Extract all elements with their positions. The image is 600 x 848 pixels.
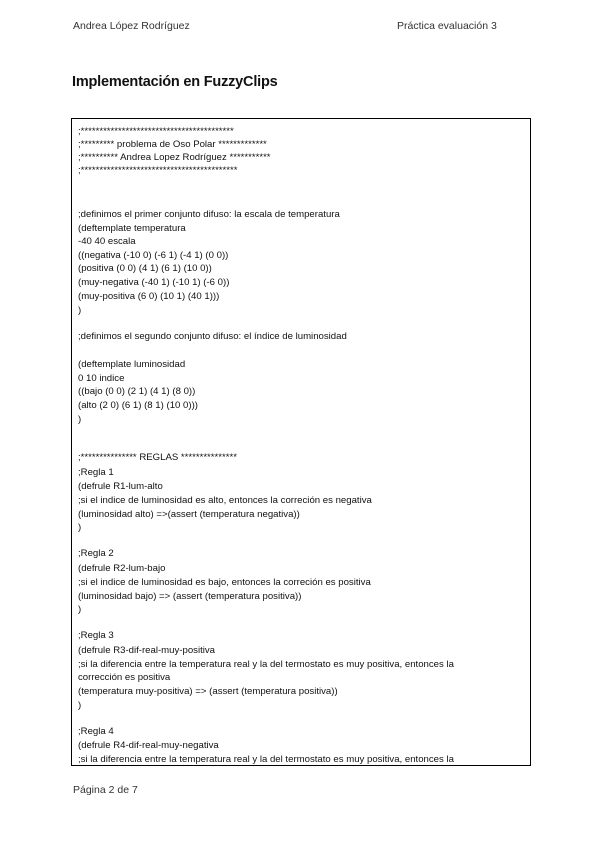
code-line: (defrule R4-dif-real-muy-negativa — [78, 740, 219, 751]
code-line: -40 40 escala — [78, 236, 136, 247]
code-line: (defrule R1-lum-alto — [78, 481, 163, 492]
code-line: ;definimos el segundo conjunto difuso: el índice de luminosidad — [78, 331, 347, 342]
code-line: ) — [78, 522, 82, 533]
code-line: ;********** Andrea Lopez Rodríguez *********** — [78, 152, 271, 163]
code-line: ;definimos el primer conjunto difuso: la escala de temperatura — [78, 209, 340, 220]
code-line: ;si el indice de luminosidad es alto, entonces la correción es negativa — [78, 495, 372, 506]
code-line: (deftemplate luminosidad — [78, 359, 186, 370]
header-author: Andrea López Rodríguez — [73, 20, 190, 32]
code-line: (positiva (0 0) (4 1) (6 1) (10 0)) — [78, 263, 212, 274]
code-listing — [71, 118, 531, 766]
code-line: (alto (2 0) (6 1) (8 1) (10 0))) — [78, 400, 198, 411]
code-line: ;****************************************** — [78, 165, 238, 176]
code-line: (deftemplate temperatura — [78, 223, 186, 234]
code-line: ((bajo (0 0) (2 1) (4 1) (8 0)) — [78, 386, 196, 397]
code-line: ((negativa (-10 0) (-6 1) (-4 1) (0 0)) — [78, 250, 229, 261]
code-line: (luminosidad alto) =>(assert (temperatura negativa)) — [78, 509, 300, 520]
code-line: (muy-positiva (6 0) (10 1) (40 1))) — [78, 291, 220, 302]
code-line: (luminosidad bajo) => (assert (temperatura positiva)) — [78, 591, 302, 602]
code-line: (defrule R3-dif-real-muy-positiva — [78, 645, 216, 656]
code-line: ) — [78, 305, 82, 316]
code-line: ) — [78, 700, 82, 711]
code-line: (muy-negativa (-40 1) (-10 1) (-6 0)) — [78, 277, 230, 288]
page-number: Página 2 de 7 — [73, 784, 138, 796]
code-line: ;Regla 1 — [78, 467, 114, 478]
code-line: ) — [78, 414, 82, 425]
code-line: ;Regla 4 — [78, 726, 114, 737]
code-line: ;Regla 2 — [78, 548, 114, 559]
code-line: ;si la diferencia entre la temperatura real y la del termostato es muy positiva, entonces la — [78, 754, 454, 765]
code-line: (defrule R2-lum-bajo — [78, 563, 166, 574]
code-line: ;si el indice de luminosidad es bajo, entonces la correción es positiva — [78, 577, 371, 588]
code-line: ) — [78, 604, 82, 615]
header-doc-title: Práctica evaluación 3 — [397, 20, 497, 32]
code-line: ;Regla 3 — [78, 630, 114, 641]
code-line: ;********* problema de Oso Polar ************* — [78, 139, 267, 150]
code-line: corrección es positiva — [78, 672, 171, 683]
code-line: ;*************** REGLAS *************** — [78, 452, 237, 463]
code-line: (temperatura muy-positiva) => (assert (temperatura positiva)) — [78, 686, 338, 697]
code-line: ;***************************************** — [78, 126, 234, 137]
code-line: ;si la diferencia entre la temperatura real y la del termostato es muy positiva, entonces la — [78, 659, 454, 670]
section-title: Implementación en FuzzyClips — [72, 74, 278, 90]
code-line: 0 10 indice — [78, 373, 125, 384]
